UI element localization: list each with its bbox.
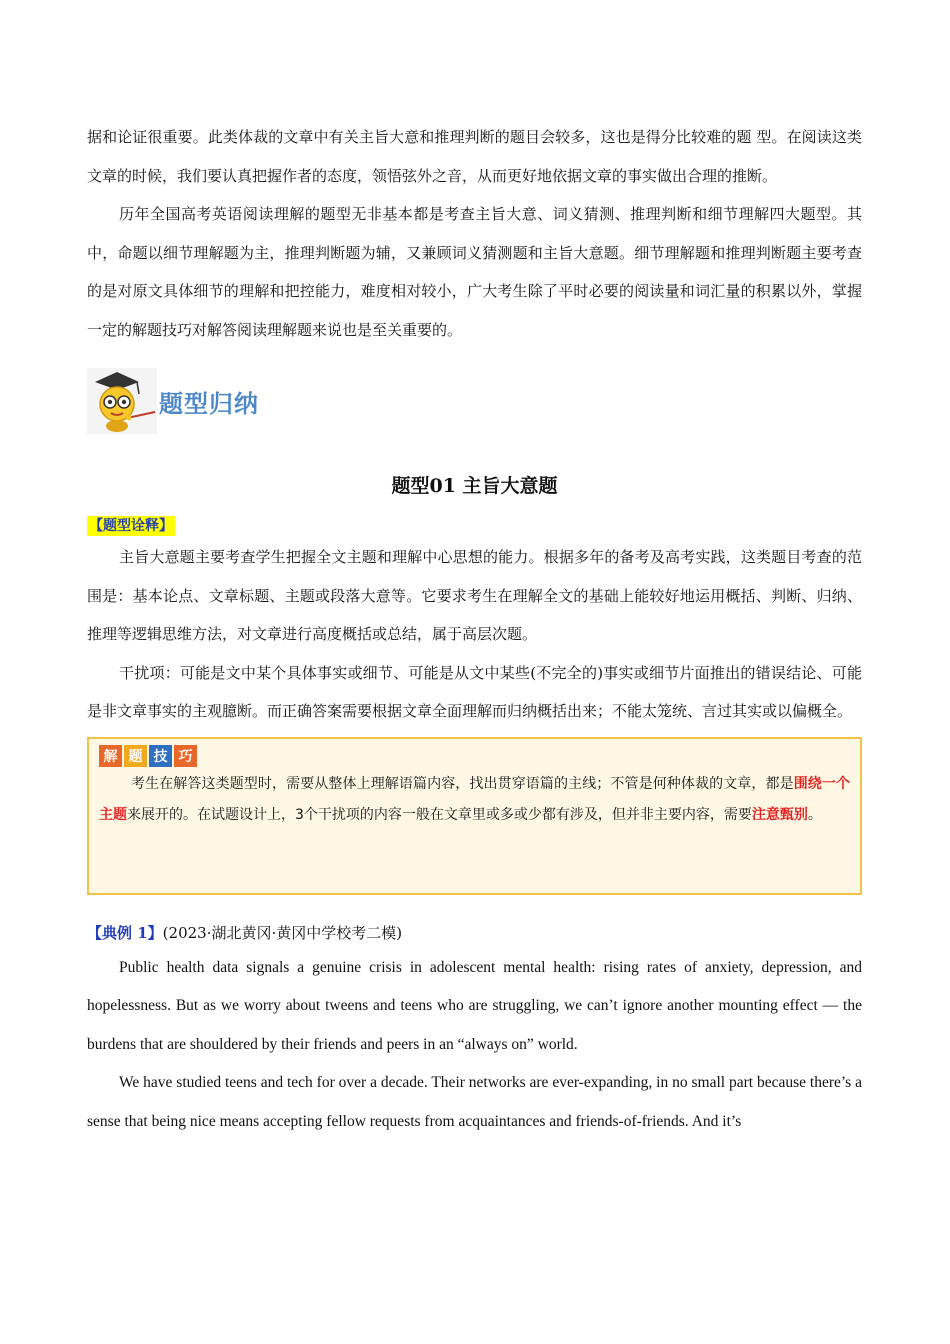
intro-paragraph-2: 历年全国高考英语阅读理解的题型无非基本都是考查主旨大意、词义猜测、推理判断和细节理解四大题型。其中，命题以细节理解题为主，推理判断题为辅，又兼顾词义猜测题和主旨大意题。细节理解题和推理判断题主要考查的是对原文具体细节的理解和把控能力，难度相对较小，广大考生除了平时必要的阅读量和词汇量的积累以外，掌握一定的解题技巧对解答阅读理解题来说也是至关重要的。 bbox=[87, 205, 862, 339]
tips-highlight-1: 围绕一个主题 bbox=[99, 775, 851, 823]
type-explain-paragraph-2: 干扰项：可能是文中某个具体事实或细节、可能是从文中某些(不完全的)事实或细节片面推出的错误结论、可能是非文章事实的主观臆断。而正确答案需要根据文章全面理解而归纳概括出来；不能太笼统、言过其实或以偏概全。 bbox=[87, 663, 862, 720]
type-explain-label-line bbox=[87, 512, 862, 538]
page-content bbox=[87, 118, 862, 1141]
example-paragraph-1: Public health data signals a genuine crisis in adolescent mental health: rising rates of anxiety, depression, and hopelessness. But as we worry about tweens and teens who are struggling, we can’t ignore another mounting effect — the burdens that are shouldered by their friends and peers in an “always on” world. bbox=[87, 958, 862, 1053]
section-banner bbox=[87, 365, 862, 437]
type-01-title: 题型01 主旨大意题 bbox=[391, 475, 558, 497]
tip-badge: 解 bbox=[99, 745, 122, 767]
intro-paragraph-1: 据和论证很重要。此类体裁的文章中有关主旨大意和推理判断的题目会较多，这也是得分比较难的题 型。在阅读这类文章的时候，我们要认真把握作者的态度，领悟弦外之音，从而更好地依据文章的事实做出合理的推断。 bbox=[87, 128, 862, 185]
tip-badge: 巧 bbox=[174, 745, 197, 767]
tips-text-b: 来展开的。在试题设计上，3个干扰项的内容一般在文章里或多或少都有涉及，但并非主要内容，需要 bbox=[127, 806, 752, 823]
section-title: 题型归纳 bbox=[159, 389, 259, 418]
graduate-mascot-icon bbox=[87, 368, 157, 434]
tip-badge: 技 bbox=[149, 745, 172, 767]
tips-text-c: 。 bbox=[807, 806, 822, 823]
tips-box bbox=[87, 737, 862, 895]
type-explain-label: 【题型诠释】 bbox=[89, 518, 173, 534]
example-paragraph-2: We have studied teens and tech for over a decade. Their networks are ever-expanding, in no small part because there’s a sense that being nice means accepting fellow requests from acquaintances and friends-of-friends. And it’s bbox=[87, 1074, 862, 1130]
type-explain-paragraph-1: 主旨大意题主要考查学生把握全文主题和理解中心思想的能力。根据多年的备考及高考实践，这类题目考查的范围是：基本论点、文章标题、主题或段落大意等。它要求考生在理解全文的基础上能较好地运用概括、判断、归纳、推理等逻辑思维方法，对文章进行高度概括或总结，属于高层次题。 bbox=[87, 548, 862, 643]
tips-text bbox=[99, 769, 850, 831]
example-heading bbox=[87, 917, 862, 949]
tips-highlight-2: 注意甄别 bbox=[751, 806, 808, 823]
example-label: 【典例 1】 bbox=[87, 923, 163, 942]
tip-badge: 题 bbox=[124, 745, 147, 767]
example-source: (2023·湖北黄冈·黄冈中学校考二模) bbox=[162, 923, 403, 942]
tips-text-a: 考生在解答这类题型时，需要从整体上理解语篇内容，找出贯穿语篇的主线；不管是何种体裁的文章，都是 bbox=[131, 775, 794, 792]
tips-badges bbox=[99, 745, 850, 767]
example-passage bbox=[87, 949, 862, 1142]
